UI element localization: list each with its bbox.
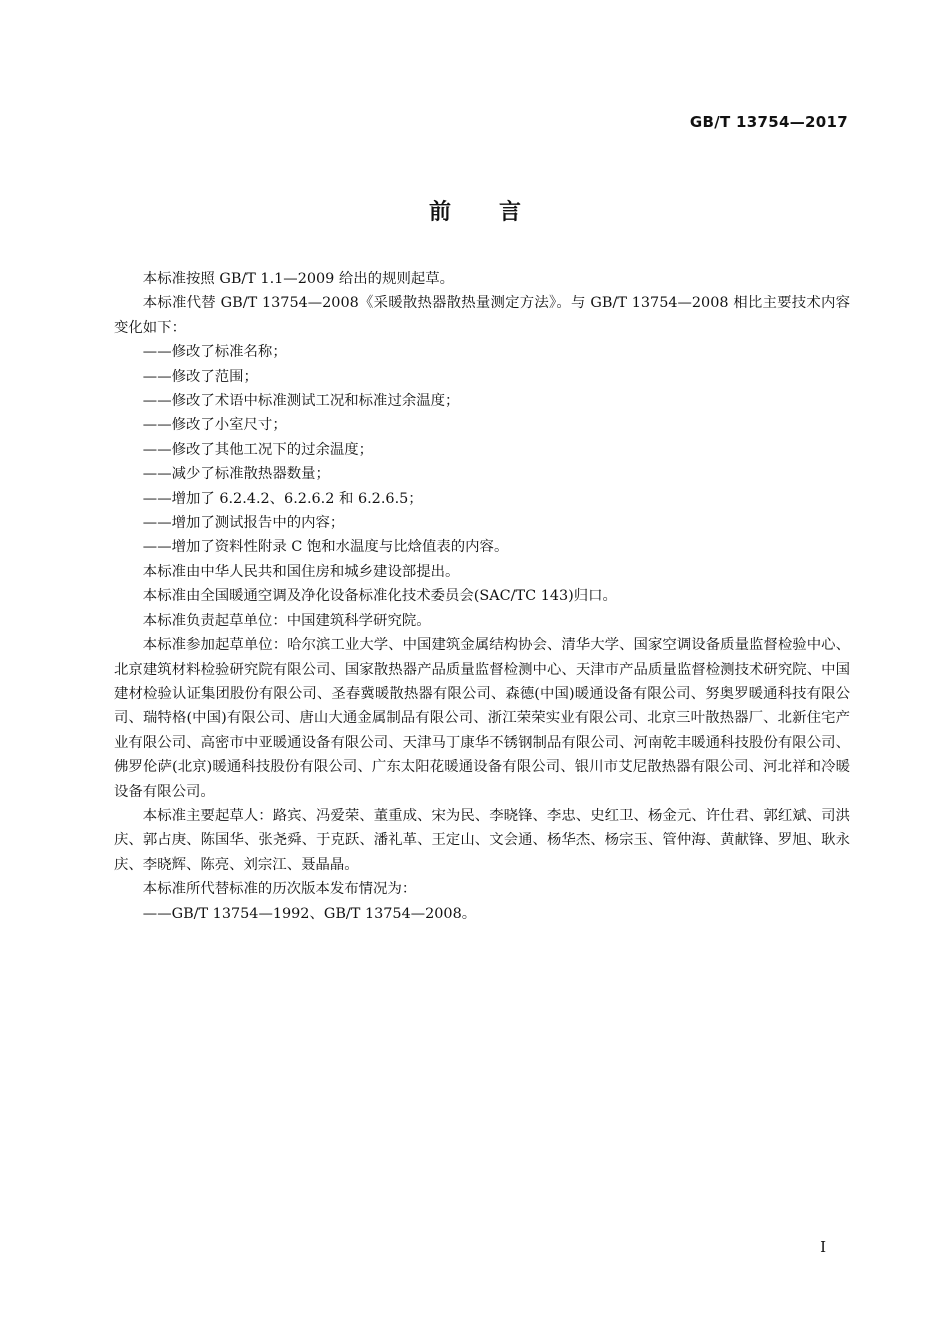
paragraph-drafting-rules: 本标准按照 GB/T 1.1—2009 给出的规则起草。	[142, 271, 455, 287]
change-item: ——减少了标准散热器数量；	[142, 466, 330, 483]
page-title: 前言	[428, 200, 569, 225]
history-item: ——GB/T 13754—1992、GB/T 13754—2008。	[142, 905, 477, 922]
paragraph-replacement: 本标准代替 GB/T 13754—2008《采暖散热器散热量测定方法》。与 GB/T 13754—2008 相比主要技术内容变化如下：	[114, 295, 850, 336]
change-item: ——修改了小室尺寸；	[142, 417, 287, 434]
change-item: ——修改了术语中标准测试工况和标准过余温度；	[142, 393, 460, 410]
change-item: ——增加了资料性附录 C 饱和水温度与比焓值表的内容。	[142, 539, 509, 556]
change-item: ——修改了范围；	[142, 368, 258, 385]
paragraph-participating-units: 本标准参加起草单位：哈尔滨工业大学、中国建筑金属结构协会、清华大学、国家空调设备质量监督检验中心、北京建筑材料检验研究院有限公司、国家散热器产品质量监督检测中心、天津市产品质量监督检测技术研究院、中国建材检验认证集团股份有限公司、圣春冀暖散热器有限公司、森德(中国)暖通设备有限公司、努奥罗暖通科技有限公司、瑞特格(中国)有限公司、唐山大通金属制品有限公司、浙江荣荣实业有限公司、北京三叶散热器厂、北新住宅产业有限公司、高密市中亚暖通设备有限公司、天津马丁康华不锈钢制品有限公司、河南乾丰暖通科技股份有限公司、佛罗伦萨(北京)暖通科技股份有限公司、广东太阳花暖通设备有限公司、银川市艾尼散热器有限公司、河北祥和冷暖设备有限公司。	[114, 637, 850, 800]
change-item: ——修改了标准名称；	[142, 344, 287, 361]
foreword-body	[114, 267, 850, 926]
paragraph-lead-drafter: 本标准负责起草单位：中国建筑科学研究院。	[142, 612, 431, 629]
change-item: ——增加了测试报告中的内容；	[142, 515, 345, 532]
page-number: I	[820, 1238, 826, 1256]
change-item: ——修改了其他工况下的过余温度；	[142, 441, 374, 458]
paragraph-proposer: 本标准由中华人民共和国住房和城乡建设部提出。	[142, 563, 460, 580]
change-item: ——增加了 6.2.4.2、6.2.6.2 和 6.2.6.5；	[142, 490, 423, 507]
paragraph-main-drafters: 本标准主要起草人：路宾、冯爱荣、董重成、宋为民、李晓锋、李忠、史红卫、杨金元、许仕君、郭红斌、司洪庆、郭占庚、陈国华、张尧舜、于克跃、潘礼革、王定山、文会通、杨华杰、杨宗玉、管仲海、黄献锋、罗旭、耿永庆、李晓辉、陈亮、刘宗江、聂晶晶。	[114, 807, 850, 873]
paragraph-history-intro: 本标准所代替标准的历次版本发布情况为：	[142, 881, 417, 898]
standard-code: GB/T 13754—2017	[689, 113, 848, 131]
paragraph-committee: 本标准由全国暖通空调及净化设备标准化技术委员会(SAC/TC 143)归口。	[142, 588, 617, 605]
